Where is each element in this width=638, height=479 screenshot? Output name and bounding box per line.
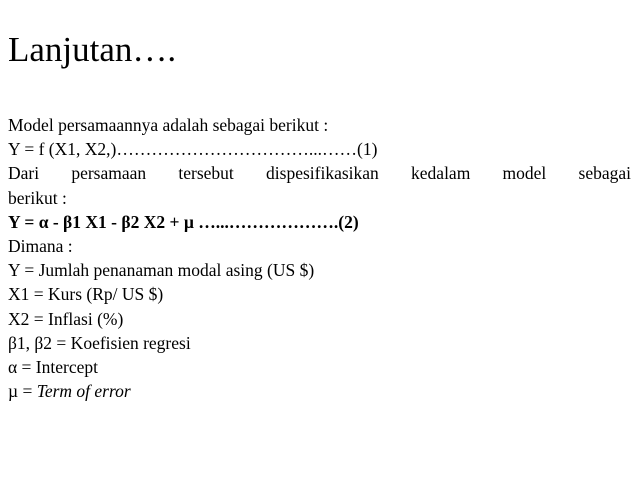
definition-x2: X2 = Inflasi (%)	[8, 308, 124, 329]
equation-2: Y = α - β1 X1 - β2 X2 + µ …...……………….(2)	[8, 211, 359, 232]
slide-body	[8, 113, 631, 403]
definition-mu-prefix: µ =	[8, 381, 37, 402]
slide-title: Lanjutan….	[8, 30, 177, 69]
intro-line: Model persamaannya adalah sebagai berikut :	[8, 115, 329, 135]
definition-beta: β1, β2 = Koefisien regresi	[8, 332, 191, 353]
definition-mu	[8, 379, 631, 403]
description-line-1: Dari persamaan tersebut dispesifikasikan kedalam model sebagai	[8, 163, 631, 184]
definition-alpha: α = Intercept	[8, 356, 98, 377]
description-line-2: berikut :	[8, 187, 67, 208]
equation-1: Y = f (X1, X2,)……………………………...……(1)	[8, 139, 378, 160]
dimana-label: Dimana :	[8, 235, 73, 256]
definition-x1: X1 = Kurs (Rp/ US $)	[8, 284, 164, 305]
definition-mu-term: Term of error	[36, 381, 131, 402]
definition-y: Y = Jumlah penanaman modal asing (US $)	[8, 260, 315, 281]
